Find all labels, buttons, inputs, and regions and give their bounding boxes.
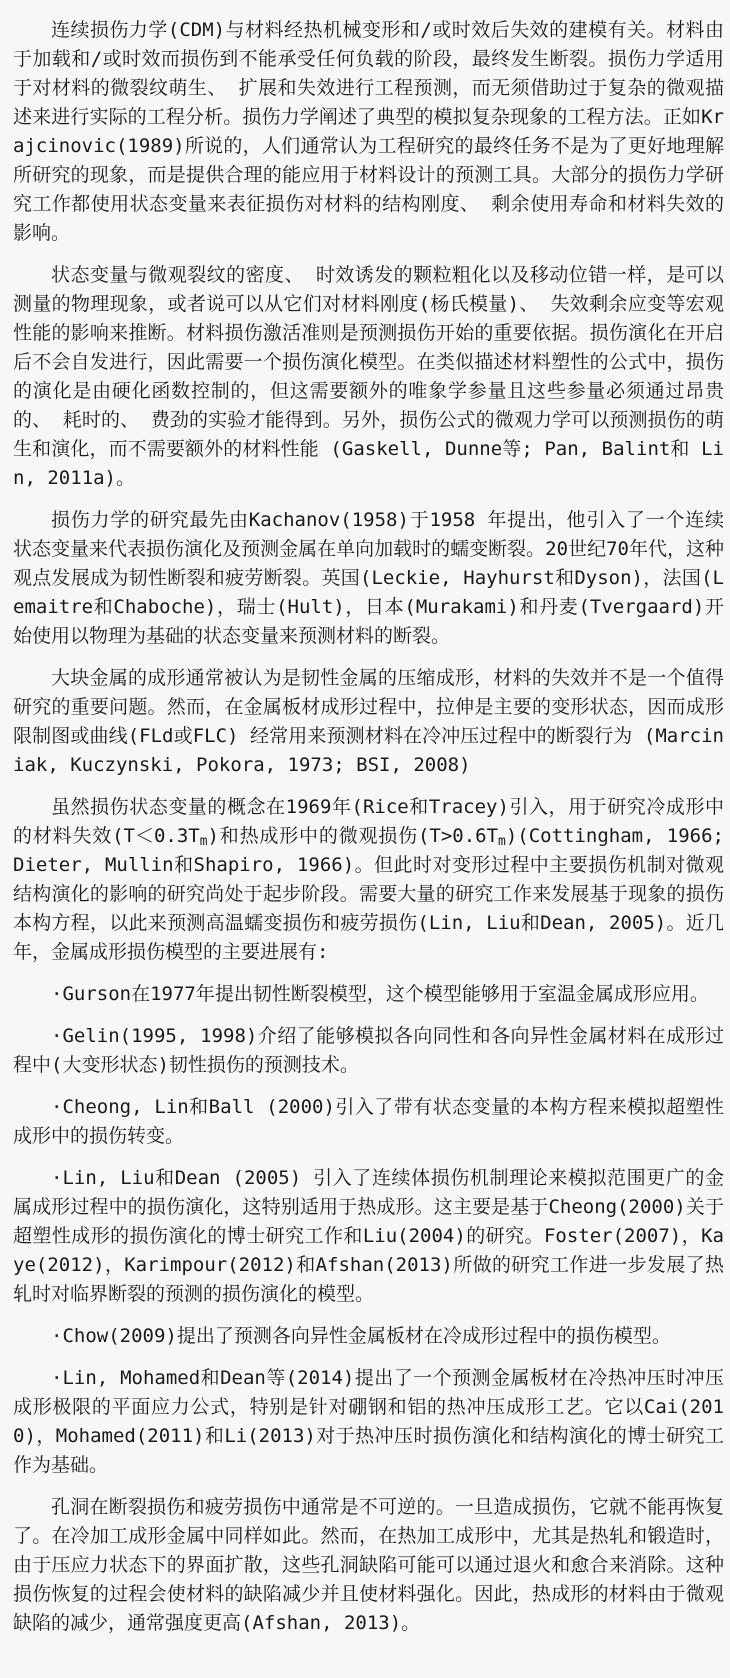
bullet-paragraph: [13, 1022, 724, 1080]
paragraph: [13, 793, 724, 967]
paragraph: [13, 1493, 724, 1638]
text-run: 连续损伤力学(CDM)与材料经热机械变形和/或时效后失效的建模有关。材料由于加载和/或时效而损伤到不能承受任何负载的阶段，最终发生断裂。损伤力学适用于对材料的微裂纹萌生、 扩展和失效进行工程预测，而无须借助过于复杂的微观描述来进行实际的工程分析。损伤力学阐述了典型的模拟复杂现象的工程方法。正如Krajcinovic(1989)所说的，人们通常认为工程研究的最终任务不是为了更好地理解所研究的现象，而是提供合理的能应用于材料设计的预测工具。大部分的损伤力学研究工作都使用状态变量来表征损伤对材料的结构刚度、 剩余使用寿命和材料失效的影响。: [13, 19, 724, 244]
paragraph: [13, 16, 724, 248]
paragraph: [13, 261, 724, 493]
text-run: )(Cottingham, 1966; Dieter, Mullin和Shapiro, 1966)。但此时对变形过程中主要损伤机制对微观结构演化的影响的研究尚处于起步阶段。需要大量的研究工作来发展基于现象的损伤本构方程，以此来预测高温蠕变损伤和疲劳损伤(Lin, Liu和Dean, 2005)。近几年，金属成形损伤模型的主要进展有:: [13, 825, 724, 963]
subscript-text: m: [199, 834, 208, 850]
text-run: 虽然损伤状态变量的概念在1969年(Rice和Tracey)引入，用于研究冷成形中的材料失效(T＜0.3T: [13, 796, 724, 847]
bullet-paragraph: [13, 1093, 724, 1151]
text-run: ·Lin, Mohamed和Dean等(2014)提出了一个预测金属板材在冷热冲压时冲压成形极限的平面应力公式，特别是针对硼钢和铝的热冲压成形工艺。它以Cai(2010)，Mohamed(2011)和Li(2013)对于热冲压时损伤演化和结构演化的博士研究工作为基础。: [13, 1367, 724, 1476]
bullet-paragraph: [13, 1322, 724, 1351]
text-run: 孔洞在断裂损伤和疲劳损伤中通常是不可逆的。一旦造成损伤，它就不能再恢复了。在冷加工成形金属中同样如此。然而，在热加工成形中，尤其是热轧和锻造时，由于压应力状态下的界面扩散，这些孔洞缺陷可能可以通过退火和愈合来消除。这种损伤恢复的过程会使材料的缺陷减少并且使材料强化。因此，热成形的材料由于微观缺陷的减少，通常强度更高(Afshan, 2013)。: [13, 1496, 724, 1634]
paragraph: [13, 506, 724, 651]
paragraph: [13, 664, 724, 780]
text-run: 大块金属的成形通常被认为是韧性金属的压缩成形，材料的失效并不是一个值得研究的重要问题。然而，在金属板材成形过程中，拉伸是主要的变形状态，因而成形限制图或曲线(FLd或FLC) 经常用来预测材料在冷冲压过程中的断裂行为 (Marciniak, Kuczynski, Pokora, 1973; BSI, 2008): [13, 667, 724, 776]
text-run: ·Gelin(1995, 1998)介绍了能够模拟各向同性和各向异性金属材料在成形过程中(大变形状态)韧性损伤的预测技术。: [13, 1025, 724, 1076]
text-run: 损伤力学的研究最先由Kachanov(1958)于1958 年提出，他引入了一个连续状态变量来代表损伤演化及预测金属在单向加载时的蠕变断裂。20世纪70年代，这种观点发展成为韧性断裂和疲劳断裂。英国(Leckie, Hayhurst和Dyson)，法国(Lemaitre和Chaboche)，瑞士(Hult)，日本(Murakami)和丹麦(Tvergaard)开始使用以物理为基础的状态变量来预测材料的断裂。: [13, 509, 724, 647]
bullet-paragraph: [13, 980, 724, 1009]
bullet-paragraph: [13, 1364, 724, 1480]
text-run: ·Gurson在1977年提出韧性断裂模型，这个模型能够用于室温金属成形应用。: [51, 983, 709, 1005]
text-run: ·Lin, Liu和Dean (2005) 引入了连续体损伤机制理论来模拟范围更广的金属成形过程中的损伤演化，这特别适用于热成形。这主要是基于Cheong(2000)关于超塑性成形的损伤演化的博士研究工作和Liu(2004)的研究。Foster(2007)，Kaye(2012)，Karimpour(2012)和Afshan(2013)所做的研究工作进一步发展了热轧时对临界断裂的预测的损伤演化的模型。: [13, 1167, 724, 1305]
bullet-paragraph: [13, 1164, 724, 1309]
text-run: 状态变量与微观裂纹的密度、 时效诱发的颗粒粗化以及移动位错一样，是可以测量的物理现象，或者说可以从它们对材料刚度(杨氏模量)、 失效剩余应变等宏观性能的影响来推断。材料损伤激活准则是预测损伤开始的重要依据。损伤演化在开启后不会自发进行，因此需要一个损伤演化模型。在类似描述材料塑性的公式中，损伤的演化是由硬化函数控制的，但这需要额外的唯象学参量且这些参量必须通过昂贵的、 耗时的、 费劲的实验才能得到。另外，损伤公式的微观力学可以预测损伤的萌生和演化，而不需要额外的材料性能 (Gaskell, Dunne等; Pan, Balint和 Lin, 2011a)。: [13, 264, 724, 489]
text-run: )和热成形中的微观损伤(T>0.6T: [207, 825, 499, 847]
text-run: ·Cheong, Lin和Ball (2000)引入了带有状态变量的本构方程来模拟超塑性成形中的损伤转变。: [13, 1096, 724, 1147]
text-run: ·Chow(2009)提出了预测各向异性金属板材在冷成形过程中的损伤模型。: [51, 1325, 671, 1347]
subscript-text: m: [498, 834, 506, 850]
